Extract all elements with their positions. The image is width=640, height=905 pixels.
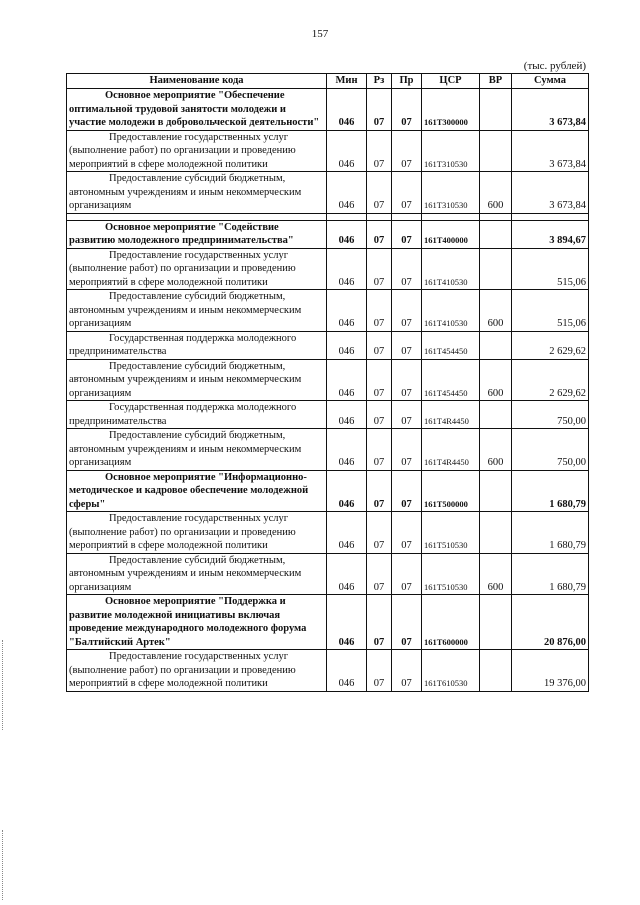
cell-csr: 161Т610530 [422, 650, 480, 692]
cell-rz: 07 [367, 553, 392, 595]
cell-sum: 1 680,79 [512, 512, 589, 554]
header-min: Мин [327, 74, 367, 89]
cell-vr [480, 650, 512, 692]
edge-mark [2, 640, 4, 730]
table-row [67, 595, 589, 650]
cell-vr [480, 220, 512, 248]
cell-sum: 20 876,00 [512, 595, 589, 650]
table-row [67, 401, 589, 429]
cell-vr [480, 89, 512, 131]
cell-pr: 07 [392, 595, 422, 650]
cell-vr: 600 [480, 429, 512, 471]
cell-min: 046 [327, 220, 367, 248]
cell-csr: 161Т4R4450 [422, 401, 480, 429]
cell-rz: 07 [367, 359, 392, 401]
table-row [67, 248, 589, 290]
cell-csr: 161Т410530 [422, 248, 480, 290]
table-row [67, 89, 589, 131]
row-name-text: Предоставление государственных услуг (выполнение работ) по организации и проведению мероприятий в сфере молодежной политики [69, 249, 296, 288]
table-row [67, 512, 589, 554]
row-name-text: Основное мероприятие "Поддержка и развитие молодежной инициативы включая проведение международного молодежного форума "Балтийский Артек" [69, 596, 307, 648]
cell-rz: 07 [367, 470, 392, 512]
cell-csr: 161Т4R4450 [422, 429, 480, 471]
cell-name [67, 470, 327, 512]
cell-sum: 750,00 [512, 401, 589, 429]
spacer-cell [392, 213, 422, 220]
cell-rz: 07 [367, 220, 392, 248]
cell-min: 046 [327, 248, 367, 290]
cell-csr: 161Т300000 [422, 89, 480, 131]
cell-min: 046 [327, 359, 367, 401]
spacer-cell [422, 213, 480, 220]
cell-csr: 161Т454450 [422, 359, 480, 401]
cell-name [67, 89, 327, 131]
cell-rz: 07 [367, 429, 392, 471]
cell-rz: 07 [367, 248, 392, 290]
cell-pr: 07 [392, 553, 422, 595]
row-name-text: Государственная поддержка молодежного предпринимательства [69, 332, 297, 357]
cell-min: 046 [327, 650, 367, 692]
cell-pr: 07 [392, 130, 422, 172]
cell-sum: 3 894,67 [512, 220, 589, 248]
row-name-text: Основное мероприятие "Информационно-методическое и кадровое обеспечение молодежной сферы" [69, 471, 309, 510]
cell-vr: 600 [480, 290, 512, 332]
cell-sum: 515,06 [512, 290, 589, 332]
table-row [67, 470, 589, 512]
cell-min: 046 [327, 172, 367, 214]
cell-pr: 07 [392, 248, 422, 290]
budget-table [66, 73, 589, 692]
table-body [67, 89, 589, 692]
table-row [67, 172, 589, 214]
row-name-text: Предоставление государственных услуг (выполнение работ) по организации и проведению мероприятий в сфере молодежной политики [69, 131, 296, 170]
cell-min: 046 [327, 401, 367, 429]
row-name-text: Предоставление субсидий бюджетным, автономным учреждениям и иным некоммерческим организациям [69, 430, 302, 468]
spacer-cell [327, 213, 367, 220]
cell-sum: 3 673,84 [512, 89, 589, 131]
row-name-text: Основное мероприятие "Обеспечение оптимальной трудовой занятости молодежи и участие молодежи в добровольческой деятельности" [69, 90, 320, 128]
cell-vr [480, 470, 512, 512]
cell-name [67, 331, 327, 359]
edge-mark [2, 830, 4, 900]
cell-min: 046 [327, 331, 367, 359]
cell-sum: 515,06 [512, 248, 589, 290]
cell-min: 046 [327, 470, 367, 512]
spacer-cell [480, 213, 512, 220]
header-sum: Сумма [512, 74, 589, 89]
cell-rz: 07 [367, 130, 392, 172]
header-pr: Пр [392, 74, 422, 89]
cell-csr: 161Т400000 [422, 220, 480, 248]
cell-csr: 161Т510530 [422, 512, 480, 554]
cell-sum: 3 673,84 [512, 172, 589, 214]
cell-csr: 161Т310530 [422, 130, 480, 172]
cell-pr: 07 [392, 220, 422, 248]
cell-pr: 07 [392, 470, 422, 512]
cell-name [67, 172, 327, 214]
cell-vr [480, 595, 512, 650]
units-label: (тыс. рублей) [523, 60, 586, 72]
table-row [67, 220, 589, 248]
cell-sum: 3 673,84 [512, 130, 589, 172]
cell-rz: 07 [367, 290, 392, 332]
spacer-cell [67, 213, 327, 220]
cell-pr: 07 [392, 331, 422, 359]
cell-min: 046 [327, 429, 367, 471]
cell-name [67, 512, 327, 554]
cell-rz: 07 [367, 331, 392, 359]
header-name: Наименование кода [67, 74, 327, 89]
cell-vr [480, 512, 512, 554]
cell-pr: 07 [392, 89, 422, 131]
cell-name [67, 401, 327, 429]
cell-pr: 07 [392, 650, 422, 692]
row-name-text: Предоставление субсидий бюджетным, автономным учреждениям и иным некоммерческим организациям [69, 291, 302, 329]
row-name-text: Предоставление субсидий бюджетным, автономным учреждениям и иным некоммерческим организациям [69, 554, 302, 593]
row-name-text: Предоставление государственных услуг (выполнение работ) по организации и проведению мероприятий в сфере молодежной политики [69, 513, 296, 551]
row-name-text: Государственная поддержка молодежного предпринимательства [69, 402, 297, 427]
cell-rz: 07 [367, 89, 392, 131]
cell-csr: 161Т600000 [422, 595, 480, 650]
cell-name [67, 248, 327, 290]
spacer-row [67, 213, 589, 220]
header-vr: ВР [480, 74, 512, 89]
cell-name [67, 130, 327, 172]
row-name-text: Предоставление государственных услуг (выполнение работ) по организации и проведению мероприятий в сфере молодежной политики [69, 651, 296, 689]
spacer-cell [512, 213, 589, 220]
cell-name [67, 290, 327, 332]
cell-vr [480, 130, 512, 172]
cell-min: 046 [327, 553, 367, 595]
cell-min: 046 [327, 595, 367, 650]
cell-name [67, 220, 327, 248]
cell-sum: 1 680,79 [512, 470, 589, 512]
cell-csr: 161Т454450 [422, 331, 480, 359]
table-row [67, 553, 589, 595]
cell-name [67, 595, 327, 650]
spacer-cell [367, 213, 392, 220]
cell-vr: 600 [480, 359, 512, 401]
cell-name [67, 429, 327, 471]
cell-vr: 600 [480, 553, 512, 595]
cell-rz: 07 [367, 512, 392, 554]
cell-csr: 161Т500000 [422, 470, 480, 512]
cell-name [67, 650, 327, 692]
table-row [67, 130, 589, 172]
page-number: 157 [311, 28, 329, 40]
cell-sum: 19 376,00 [512, 650, 589, 692]
cell-min: 046 [327, 512, 367, 554]
cell-pr: 07 [392, 512, 422, 554]
cell-sum: 2 629,62 [512, 359, 589, 401]
cell-name [67, 359, 327, 401]
table-row [67, 331, 589, 359]
cell-vr [480, 248, 512, 290]
cell-sum: 1 680,79 [512, 553, 589, 595]
table-row [67, 429, 589, 471]
cell-min: 046 [327, 89, 367, 131]
cell-rz: 07 [367, 172, 392, 214]
cell-min: 046 [327, 130, 367, 172]
cell-rz: 07 [367, 650, 392, 692]
cell-rz: 07 [367, 595, 392, 650]
cell-pr: 07 [392, 429, 422, 471]
row-name-text: Предоставление субсидий бюджетным, автономным учреждениям и иным некоммерческим организациям [69, 360, 302, 399]
cell-pr: 07 [392, 172, 422, 214]
cell-vr [480, 331, 512, 359]
table-row [67, 650, 589, 692]
cell-csr: 161Т510530 [422, 553, 480, 595]
cell-pr: 07 [392, 359, 422, 401]
header-csr: ЦСР [422, 74, 480, 89]
header-rz: Рз [367, 74, 392, 89]
cell-vr [480, 401, 512, 429]
cell-rz: 07 [367, 401, 392, 429]
table-row [67, 290, 589, 332]
cell-pr: 07 [392, 290, 422, 332]
cell-sum: 750,00 [512, 429, 589, 471]
cell-name [67, 553, 327, 595]
cell-sum: 2 629,62 [512, 331, 589, 359]
table-header-row [67, 74, 589, 89]
row-name-text: Основное мероприятие "Содействие развитию молодежного предпринимательства" [69, 221, 294, 246]
row-name-text: Предоставление субсидий бюджетным, автономным учреждениям и иным некоммерческим организациям [69, 173, 302, 211]
cell-csr: 161Т310530 [422, 172, 480, 214]
cell-min: 046 [327, 290, 367, 332]
cell-vr: 600 [480, 172, 512, 214]
table-row [67, 359, 589, 401]
cell-csr: 161Т410530 [422, 290, 480, 332]
cell-pr: 07 [392, 401, 422, 429]
